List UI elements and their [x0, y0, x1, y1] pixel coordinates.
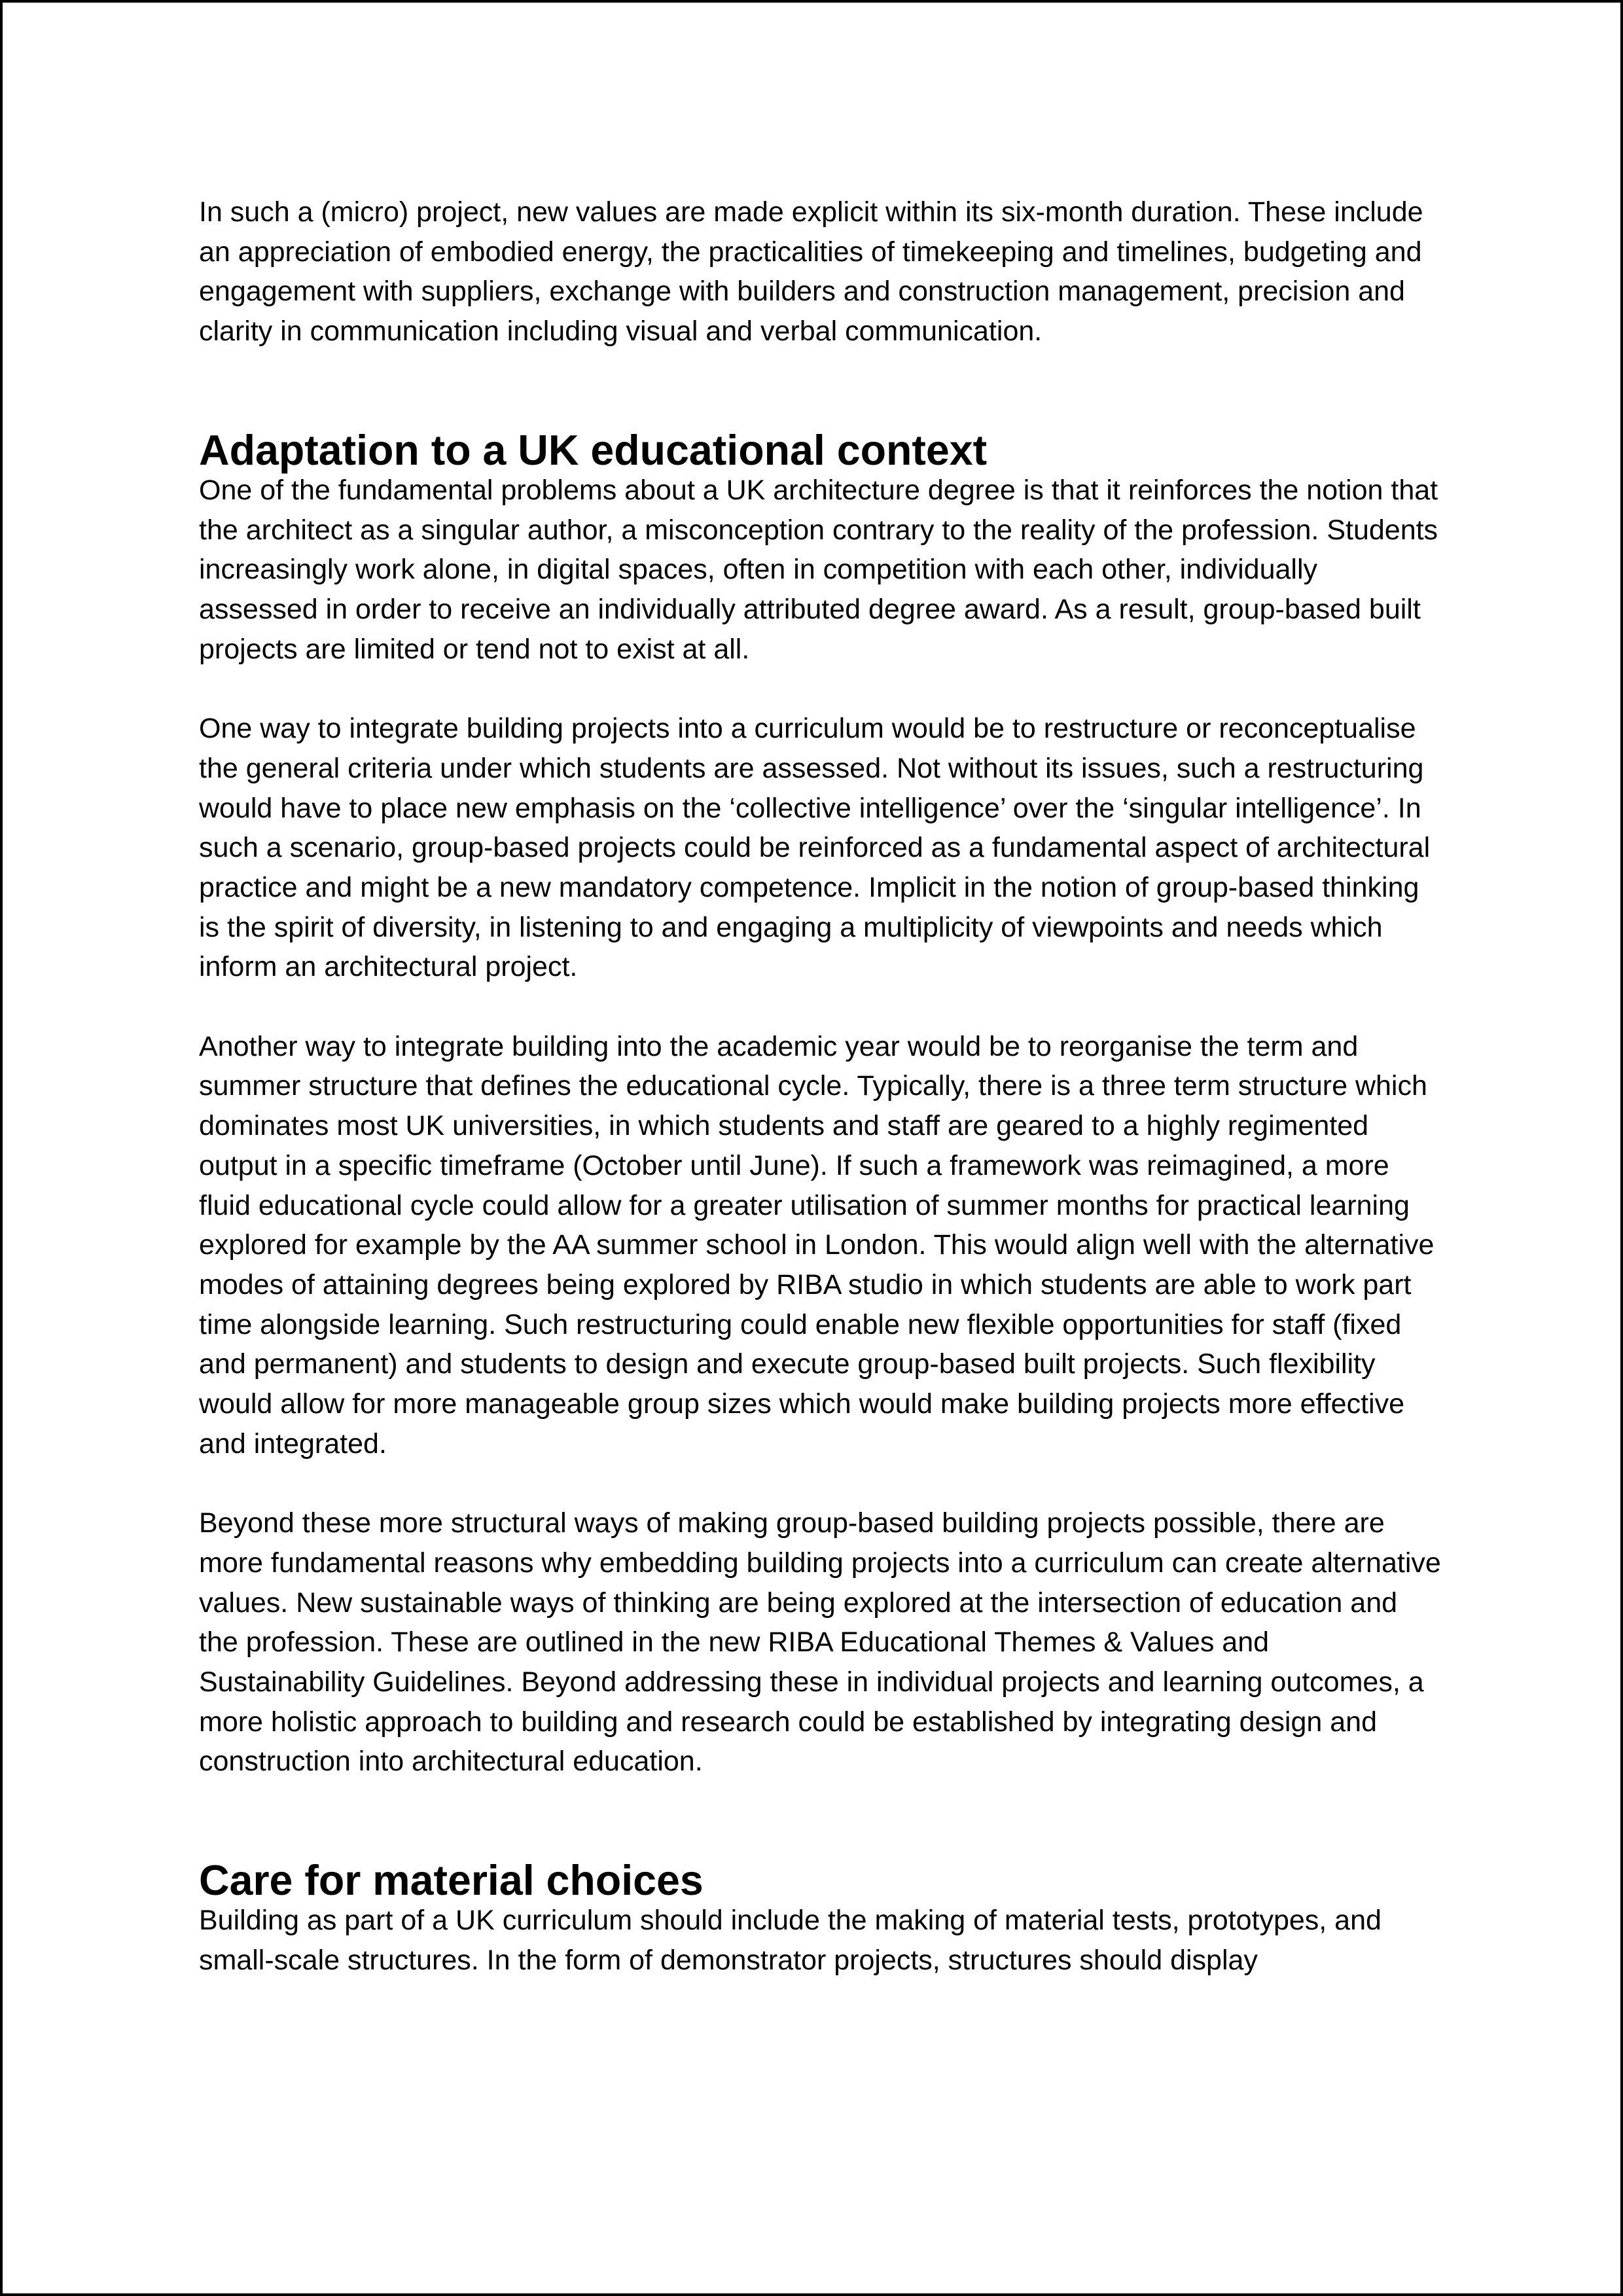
body-paragraph: One way to integrate building projects into a curriculum would be to restructure or reconceptualise the general criteria under which students are assessed. Not without its issues, such a restructuring would have to place new emphasis on the ‘collective intelligence’ over the ‘singular intelligence’. In such a scenario, group-based projects could be reinforced as a fundamental aspect of architectural practice and might be a new mandatory competence. Implicit in the notion of group-based thinking is the spirit of diversity, in listening to and engaging a multiplicity of viewpoints and needs which inform an architectural project. [199, 713, 1431, 983]
body-paragraph: Beyond these more structural ways of making group-based building projects possible, there are more fundamental reasons why embedding building projects into a curriculum can create alternative values. New sustainable ways of thinking are being explored at the intersection of education and the profession. These are outlined in the new RIBA Educational Themes & Values and Sustainability Guidelines. Beyond addressing these in individual projects and learning outcomes, a more holistic approach to building and research could be established by integrating design and construction into architectural education. [199, 1507, 1441, 1778]
paragraph-spacer [199, 987, 1442, 1027]
body-paragraph: Building as part of a UK curriculum should include the making of material tests, prototypes, and small-scale structures. In the form of demonstrator projects, structures should display [199, 1905, 1382, 1976]
paragraph-spacer [199, 1463, 1442, 1503]
intro-paragraph: In such a (micro) project, new values are made explicit within its six-month duration. These include an appreciation of embodied energy, the practicalities of timekeeping and timelines, budgeting and engagement with suppliers, exchange with builders and construction management, precision and clarity in communication including visual and verbal communication. [199, 196, 1423, 348]
section-spacer [199, 351, 1442, 431]
paragraph-spacer [199, 669, 1442, 709]
section-heading-uk-context: Adaptation to a UK educational context [199, 427, 988, 475]
body-paragraph: One of the fundamental problems about a UK architecture degree is that it reinforces the notion that the architect as a singular author, a misconception contrary to the reality of the profession. Students increasingly work alone, in digital spaces, often in competition with each other, individually assessed in order to receive an individually attributed degree award. As a result, group-based built projects are limited or tend not to exist at all. [199, 474, 1438, 665]
body-paragraph: Another way to integrate building into the academic year would be to reorganise the term and summer structure that defines the educational cycle. Typically, there is a three term structure which dominates most UK universities, in which students and staff are geared to a highly regimented output in a specific timeframe (October until June). If such a framework was reimagined, a more fluid educational cycle could allow for a greater utilisation of summer months for practical learning explored for example by the AA summer school in London. This would align well with the alternative modes of attaining degrees being explored by RIBA studio in which students are able to work part time alongside learning. Such restructuring could enable new flexible opportunities for staff (fixed and permanent) and students to design and execute group-based built projects. Such flexibility would allow for more manageable group sizes which would make building projects more effective and integrated. [199, 1030, 1435, 1460]
section-heading-material-choices: Care for material choices [199, 1857, 704, 1905]
section-spacer [199, 1782, 1442, 1861]
document-body [199, 192, 1442, 1981]
